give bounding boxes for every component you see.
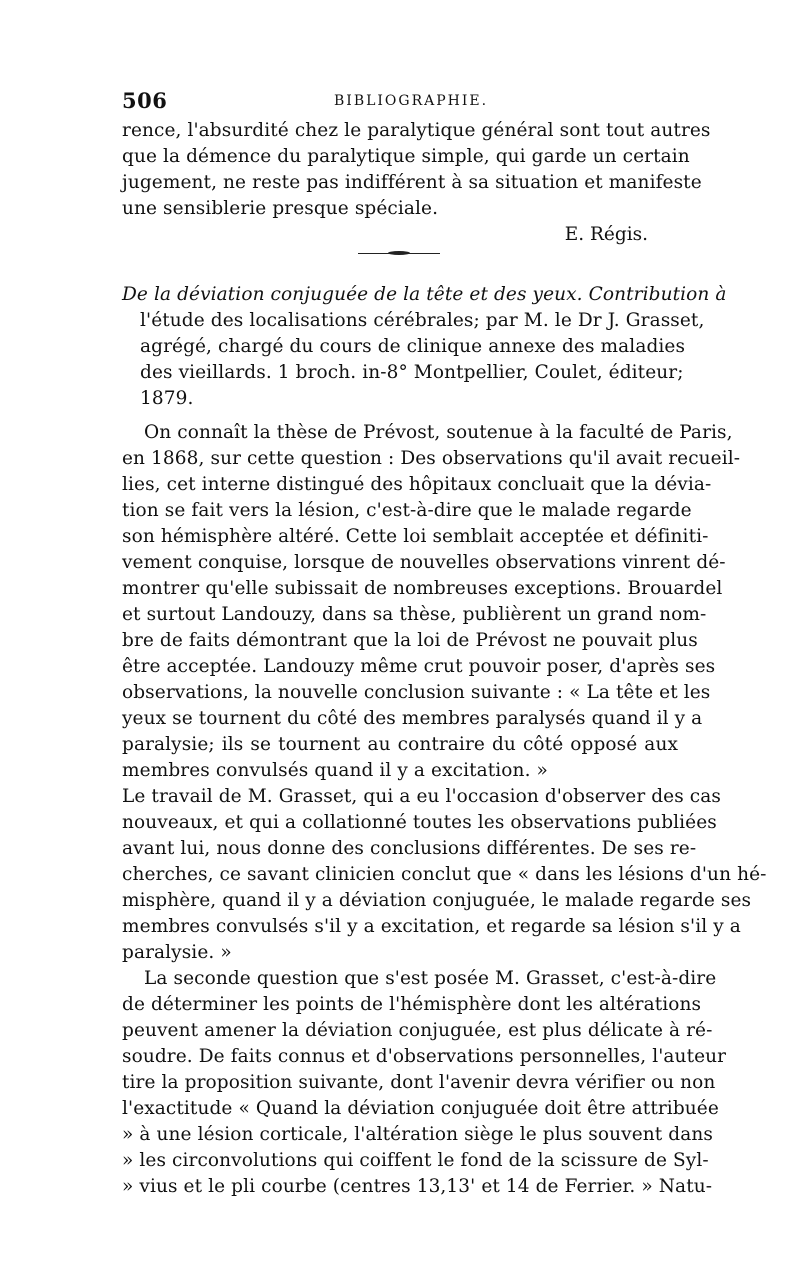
review-title	[122, 282, 727, 412]
text-line: de déterminer les points de l'hémisphère dont les altérations	[122, 994, 702, 1015]
section-divider	[358, 253, 440, 254]
text-line: paralysie. »	[122, 942, 232, 963]
text-line: une sensiblerie presque spéciale.	[122, 198, 439, 219]
text-line: yeux se tournent du côté des membres paralysés quand il y a	[122, 708, 703, 729]
text-line: Le travail de M. Grasset, qui a eu l'occasion d'observer des cas	[122, 786, 721, 807]
text-line: jugement, ne reste pas indifférent à sa situation et manifeste	[122, 172, 702, 193]
text-line: membres convulsés quand il y a excitation. »	[122, 760, 548, 781]
author-signature: E. Régis.	[564, 224, 648, 245]
text-line: montrer qu'elle subissait de nombreuses exceptions. Brouardel	[122, 578, 723, 599]
text-line: en 1868, sur cette question : Des observations qu'il avait recueil-	[122, 448, 741, 469]
text-line: soudre. De faits connus et d'observations personnelles, l'auteur	[122, 1046, 727, 1067]
text-line: » les circonvolutions qui coiffent le fond de la scissure de Syl-	[122, 1150, 709, 1171]
text-line: peuvent amener la déviation conjuguée, est plus délicate à ré-	[122, 1020, 713, 1041]
text-line: » vius et le pli courbe (centres 13,13' et 14 de Ferrier. » Natu-	[122, 1176, 713, 1197]
text-line: rence, l'absurdité chez le paralytique général sont tout autres	[122, 120, 711, 141]
title-line: l'étude des localisations cérébrales; par M. le Dr J. Grasset,	[140, 310, 705, 331]
page-number: 506	[122, 88, 168, 113]
title-line: 1879.	[140, 388, 194, 409]
title-line: agrégé, chargé du cours de clinique annexe des maladies	[140, 336, 686, 357]
page-header	[122, 88, 678, 114]
text-line: nouveaux, et qui a collationné toutes les observations publiées	[122, 812, 717, 833]
title-line: des vieillards. 1 broch. in-8° Montpellier, Coulet, éditeur;	[140, 362, 684, 383]
body-paragraph-1	[122, 420, 741, 784]
text-line: On connaît la thèse de Prévost, soutenue à la faculté de Paris,	[144, 422, 733, 443]
text-line: l'exactitude « Quand la déviation conjuguée doit être attribuée	[122, 1098, 719, 1119]
text-line: La seconde question que s'est posée M. Grasset, c'est-à-dire	[144, 968, 717, 989]
text-line: être acceptée. Landouzy même crut pouvoir poser, d'après ses	[122, 656, 716, 677]
body-paragraph-2	[122, 784, 767, 966]
text-line: et surtout Landouzy, dans sa thèse, publièrent un grand nom-	[122, 604, 707, 625]
text-line: son hémisphère altéré. Cette loi semblait acceptée et définiti-	[122, 526, 709, 547]
text-line: avant lui, nous donne des conclusions différentes. De ses re-	[122, 838, 697, 859]
text-line: bre de faits démontrant que la loi de Prévost ne pouvait plus	[122, 630, 698, 651]
text-line: misphère, quand il y a déviation conjuguée, le malade regarde ses	[122, 890, 752, 911]
text-line: que la démence du paralytique simple, qui garde un certain	[122, 146, 690, 167]
text-line: » à une lésion corticale, l'altération siège le plus souvent dans	[122, 1124, 713, 1145]
text-line: lies, cet interne distingué des hôpitaux concluait que la dévia-	[122, 474, 712, 495]
text-line: cherches, ce savant clinicien conclut que « dans les lésions d'un hé-	[122, 864, 767, 885]
title-line: De la déviation conjuguée de la tête et des yeux. Contribution à	[122, 284, 727, 305]
text-line: vement conquise, lorsque de nouvelles observations vinrent dé-	[122, 552, 726, 573]
running-head: BIBLIOGRAPHIE.	[334, 93, 489, 109]
text-line: tion se fait vers la lésion, c'est-à-dire que le malade regarde	[122, 500, 692, 521]
intro-paragraph	[122, 118, 711, 222]
text-line: paralysie; ils se tournent au contraire du côté opposé aux	[122, 734, 678, 755]
body-paragraph-3	[122, 966, 727, 1200]
text-line: membres convulsés s'il y a excitation, et regarde sa lésion s'il y a	[122, 916, 741, 937]
text-line: tire la proposition suivante, dont l'avenir devra vérifier ou non	[122, 1072, 716, 1093]
text-line: observations, la nouvelle conclusion suivante : « La tête et les	[122, 682, 711, 703]
